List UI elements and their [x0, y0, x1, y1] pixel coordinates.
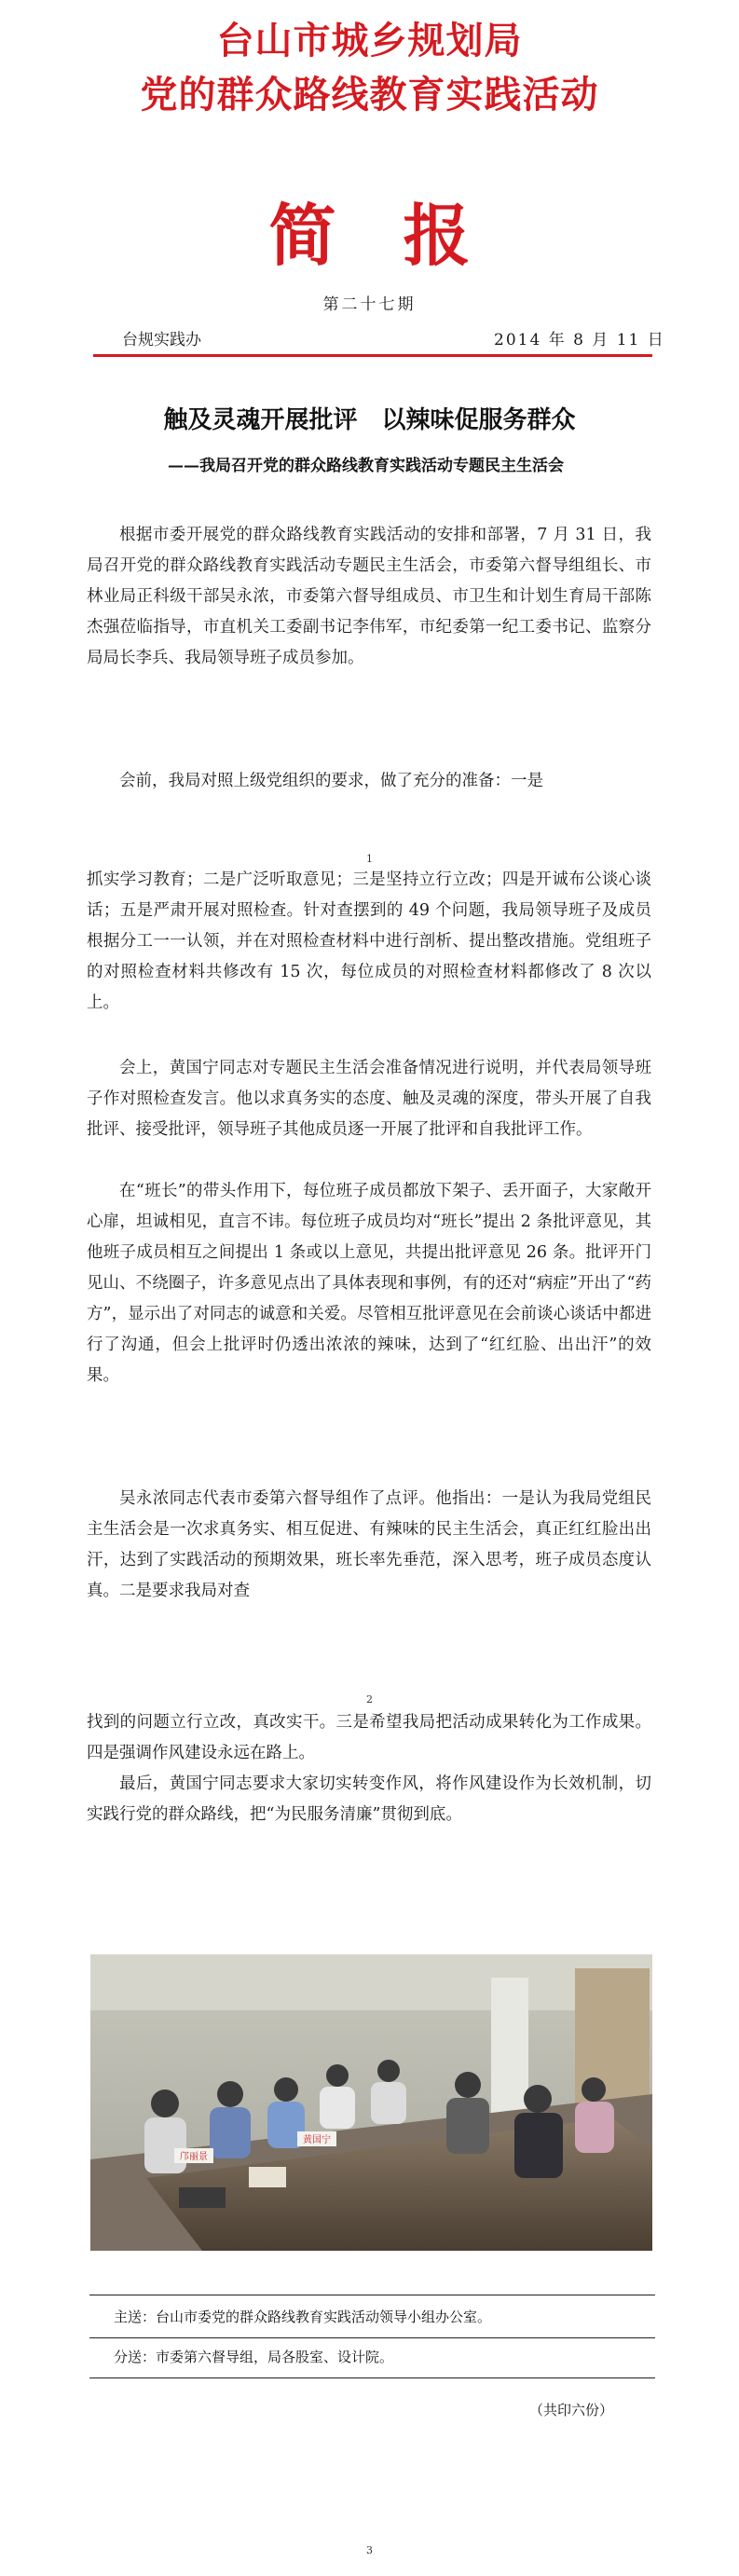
paragraph-6: 最后，黄国宁同志要求大家切实转变作风，将作风建设作为长效机制，切实践行党的群众路线，把“为民服务清廉”贯彻到底。: [87, 1774, 651, 1824]
to-label: 主送：: [114, 2309, 157, 2325]
article-subtitle: ——我局召开党的群众路线教育实践活动专题民主生活会: [168, 457, 564, 475]
distribution-cc: [114, 2347, 393, 2366]
nameplate-1: 邝丽景: [180, 2152, 208, 2162]
copies-count: （共印六份）: [529, 2402, 614, 2418]
org-name: 台山市城乡规划局: [216, 20, 523, 62]
paragraph-5b: 找到的问题立行立改，真改实干。三是希望我局把活动成果转化为工作成果。四是强调作风建设永远在路上。: [87, 1713, 651, 1762]
header-red-rule: [93, 354, 652, 357]
page-number-1: 1: [366, 853, 373, 865]
to-recipients: 台山市委党的群众路线教育实践活动领导小组办公室。: [156, 2309, 492, 2325]
cc-label: 分送：: [114, 2349, 157, 2365]
page-number-2: 2: [366, 1693, 373, 1706]
footer-rule-middle: [89, 2337, 655, 2338]
meeting-photo: [90, 1954, 652, 2251]
bulletin-heading: 简报: [268, 197, 538, 275]
paragraph-1: 根据市委开展党的群众路线教育实践活动的安排和部署，7 月 31 日，我局召开党的群众路线教育实践活动专题民主生活会，市委第六督导组组长、市林业局正科级干部吴永浓，市委第六督导组成员、市卫生和计划生育局干部陈杰强莅临指导，市直机关工委副书记李伟军，市纪委第一纪工委书记、监察分局局长李兵、我局领导班子成员参加。: [87, 526, 651, 667]
page-number-3: 3: [366, 2544, 373, 2556]
paragraph-2b: 抓实学习教育；二是广泛听取意见；三是坚持立行立改；四是开诚布公谈心谈话；五是严肃开展对照检查。针对查摆到的 49 个问题，我局领导班子及成员根据分工一一认领，并在对照检查材料中进行剖析、提出整改措施。党组班子的对照检查材料共修改有 15 次，每位成员的对照检查材料都修改了 8 次以上。: [87, 870, 651, 1012]
issue-number: 第二十七期: [322, 295, 417, 314]
nameplate-2: 黄国宁: [303, 2135, 331, 2145]
activity-name: 党的群众路线教育实践活动: [140, 74, 599, 116]
paragraph-2a: 会前，我局对照上级党组织的要求，做了充分的准备：一是: [119, 772, 543, 790]
paragraph-4: 在“班长”的带头作用下，每位班子成员都放下架子、丢开面子，大家敞开心扉，坦诚相见，直言不讳。每位班子成员均对“班长”提出 2 条批评意见，其他班子成员相互之间提出 1 条或以上意见，共提出批评意见 26 条。批评开门见山、不绕圈子，许多意见点出了具体表现和事例，有的还对“病症”开出了“药方”，显示出了对同志的诚意和关爱。尽管相互批评意见在会前谈心谈话中都进行了沟通，但会上批评时仍透出浓浓的辣味，达到了“红红脸、出出汗”的效果。: [87, 1182, 651, 1385]
issue-date: 2014 年 8 月 11 日: [494, 331, 665, 349]
paragraph-3: 会上，黄国宁同志对专题民主生活会准备情况进行说明，并代表局领导班子作对照检查发言。他以求真务实的态度、触及灵魂的深度，带头开展了自我批评、接受批评，领导班子其他成员逐一开展了批评和自我批评工作。: [87, 1059, 651, 1139]
cc-recipients: 市委第六督导组，局各股室、设计院。: [156, 2349, 394, 2365]
paragraph-5a: 吴永浓同志代表市委第六督导组作了点评。他指出：一是认为我局党组民主生活会是一次求真务实、相互促进、有辣味的民主生活会，真正红红脸出出汗，达到了实践活动的预期效果，班长率先垂范，深入思考，班子成员态度认真。二是要求我局对查: [87, 1489, 651, 1600]
footer-rule-bottom: [89, 2377, 655, 2378]
issuing-office: 台规实践办: [122, 331, 201, 349]
distribution-to: [114, 2307, 491, 2326]
article-title: 触及灵魂开展批评 以辣味促服务群众: [163, 406, 576, 434]
